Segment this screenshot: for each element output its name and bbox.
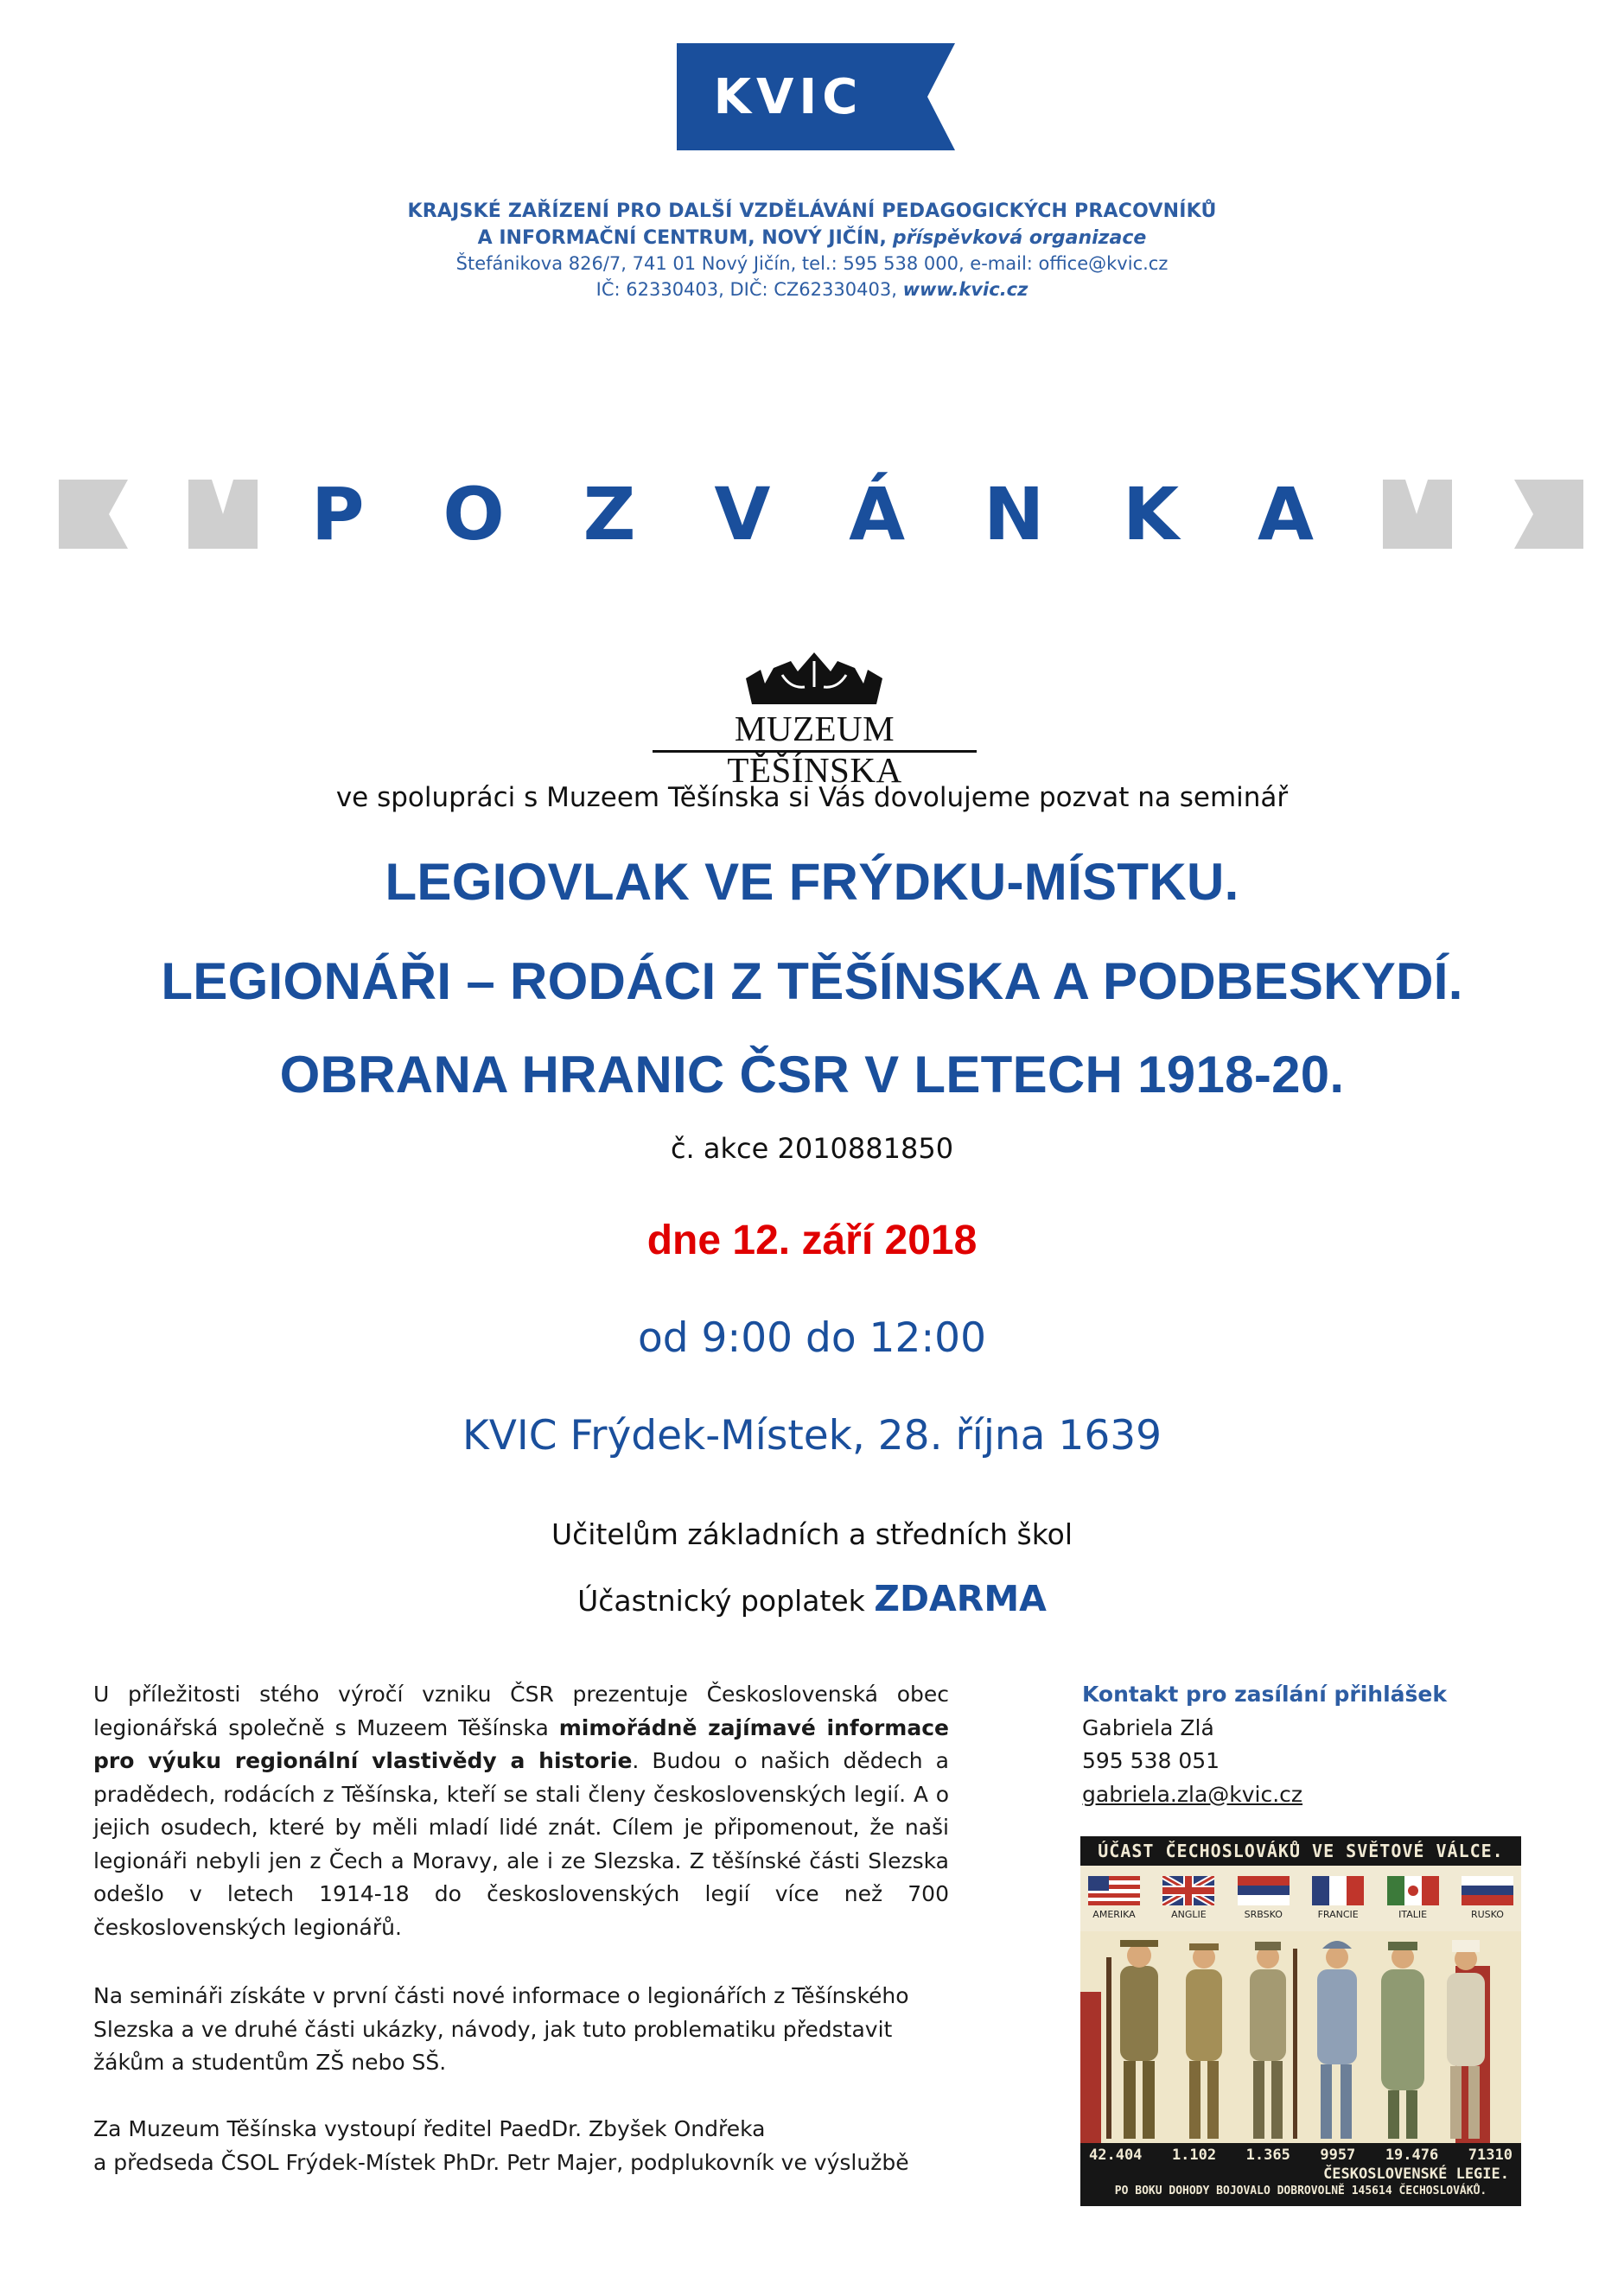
invitation-banner bbox=[0, 472, 1624, 557]
description-paragraph-3 bbox=[93, 2113, 1044, 2179]
country-label: RUSKO bbox=[1470, 1909, 1504, 1920]
fee-label: Účastnický poplatek bbox=[577, 1584, 865, 1618]
event-date: dne 12. září 2018 bbox=[646, 1218, 978, 1263]
event-fee bbox=[0, 1578, 1624, 1619]
museum-logo bbox=[653, 635, 977, 790]
poster-numbers bbox=[1089, 2147, 1513, 2164]
org-address: Štefánikova 826/7, 741 01 Nový Jičín, tel.: 595 538 000, e-mail: office@kvic.cz bbox=[455, 253, 1169, 274]
poster-number: 19.476 bbox=[1385, 2147, 1439, 2164]
banner-letter: N bbox=[983, 472, 1045, 557]
event-number: č. akce 2010881850 bbox=[670, 1132, 954, 1165]
description-text: U příležitosti stého výročí vzniku ČSR prezentuje Československá obec legionářská společně s Muzeem Těšínska bbox=[93, 1682, 949, 1740]
country-label: SRBSKO bbox=[1244, 1909, 1283, 1920]
event-audience: Učitelům základních a středních škol bbox=[551, 1517, 1073, 1551]
banner-letter: V bbox=[714, 472, 771, 557]
org-name-line2-bold: A INFORMAČNÍ CENTRUM, NOVÝ JIČÍN, bbox=[477, 227, 887, 249]
contact-phone: 595 538 051 bbox=[1082, 1748, 1220, 1773]
soldiers-illustration bbox=[1080, 1931, 1521, 2143]
fee-value: ZDARMA bbox=[874, 1578, 1047, 1619]
poster-legie-label: ČESKOSLOVENSKÉ LEGIE. bbox=[1323, 2166, 1509, 2183]
paragraph-line: Na semináři získáte v první části nové informace o legionářích z Těšínského bbox=[93, 1983, 909, 2008]
poster-title: ÚČAST ČECHOSLOVÁKŮ VE SVĚTOVÉ VÁLCE. bbox=[1080, 1836, 1521, 1866]
invitation-intro: ve spolupráci s Muzeem Těšínska si Vás dovolujeme pozvat na seminář bbox=[335, 782, 1289, 813]
flag-uk-icon bbox=[1160, 1876, 1217, 1920]
contact-block bbox=[1082, 1678, 1566, 1811]
description-highlight: mimořádně zajímavé informace pro výuku regionální vlastivědy a historie bbox=[93, 1714, 949, 1773]
banner-letter: A bbox=[1257, 472, 1314, 557]
description-paragraph-2 bbox=[93, 1980, 1044, 2080]
poster-number: 1.102 bbox=[1171, 2147, 1217, 2164]
poster-number: 71310 bbox=[1468, 2147, 1513, 2164]
museum-logo-text: MUZEUM TĚŠÍNSKA bbox=[727, 709, 902, 790]
org-name-line1: KRAJSKÉ ZAŘÍZENÍ PRO DALŠÍ VZDĚLÁVÁNÍ PEDAGOGICKÝCH PRACOVNÍKŮ bbox=[407, 200, 1217, 222]
description-text-rest: . Budou o našich dědech a pradědech, rodácích z Těšínska, kteří se stali členy československých legií. A o jejich osudech, které by měli mladí lidé znát. Cílem je připomenout, že naši legionáři nebyli jen z Čech a Moravy, ale i ze Slezska. Z těšínské části Slezska odešlo v letech 1914-18 do československých legií více než 700 československých legionářů. bbox=[93, 1748, 949, 1940]
flag-russia-icon bbox=[1459, 1876, 1516, 1920]
poster-number: 1.365 bbox=[1245, 2147, 1290, 2164]
poster-number: 9957 bbox=[1320, 2147, 1356, 2164]
kvic-logo-text: KVIC bbox=[713, 69, 863, 125]
banner-letter: Z bbox=[583, 472, 636, 557]
paragraph-line: Za Muzeum Těšínska vystoupí ředitel PaedDr. Zbyšek Ondřeka bbox=[93, 2116, 766, 2141]
contact-email-link[interactable]: gabriela.zla@kvic.cz bbox=[1082, 1781, 1303, 1807]
flag-france-icon bbox=[1309, 1876, 1366, 1920]
seminar-title-line3: OBRANA HRANIC ČSR V LETECH 1918-20. bbox=[279, 1046, 1345, 1103]
legion-poster-image bbox=[1080, 1836, 1521, 2206]
org-ids bbox=[0, 279, 1624, 300]
paragraph-line: a předseda ČSOL Frýdek-Místek PhDr. Petr Majer, podplukovník ve výslužbě bbox=[93, 2149, 909, 2175]
description-paragraph-1 bbox=[93, 1678, 949, 1944]
seminar-title-line2: LEGIONÁŘI – RODÁCI Z TĚŠÍNSKA A PODBESKYDÍ. bbox=[161, 952, 1463, 1010]
poster-footer-text: PO BOKU DOHODY BOJOVALO DOBROVOLNĚ 145614 ČECHOSLOVÁKŮ. bbox=[1114, 2185, 1487, 2197]
country-label: ANGLIE bbox=[1171, 1909, 1207, 1920]
banner-letter: Á bbox=[849, 472, 906, 557]
poster-number: 42.404 bbox=[1089, 2147, 1143, 2164]
banner-letter: P bbox=[311, 472, 365, 557]
banner-letter: K bbox=[1123, 472, 1180, 557]
contact-name: Gabriela Zlá bbox=[1082, 1714, 1214, 1740]
seminar-title-line1: LEGIOVLAK VE FRÝDKU-MÍSTKU. bbox=[385, 853, 1239, 911]
banner-title bbox=[311, 472, 1314, 557]
flag-usa-icon bbox=[1086, 1876, 1143, 1920]
country-label: FRANCIE bbox=[1317, 1909, 1359, 1920]
kvic-logo bbox=[677, 43, 955, 150]
paragraph-line: Slezska a ve druhé části ukázky, návody, jak tuto problematiku představit bbox=[93, 2016, 893, 2042]
org-legal-form: příspěvková organizace bbox=[892, 227, 1147, 249]
org-ids-text: IČ: 62330403, DIČ: CZ62330403, bbox=[595, 279, 897, 300]
country-label: ITALIE bbox=[1398, 1909, 1428, 1920]
flag-serbia-icon bbox=[1235, 1876, 1292, 1920]
contact-heading: Kontakt pro zasílání přihlášek bbox=[1082, 1682, 1447, 1707]
poster-flags bbox=[1086, 1876, 1516, 1920]
event-time: od 9:00 do 12:00 bbox=[638, 1314, 986, 1362]
flag-italy-icon bbox=[1385, 1876, 1442, 1920]
event-place: KVIC Frýdek-Místek, 28. října 1639 bbox=[462, 1412, 1162, 1460]
banner-letter: O bbox=[443, 472, 505, 557]
country-label: AMERIKA bbox=[1092, 1909, 1136, 1920]
org-web-link[interactable]: www.kvic.cz bbox=[902, 279, 1029, 300]
paragraph-line: žákům a studentům ZŠ nebo SŠ. bbox=[93, 2050, 447, 2075]
poster-footer bbox=[1080, 2143, 1521, 2206]
org-name-line2 bbox=[0, 227, 1624, 249]
